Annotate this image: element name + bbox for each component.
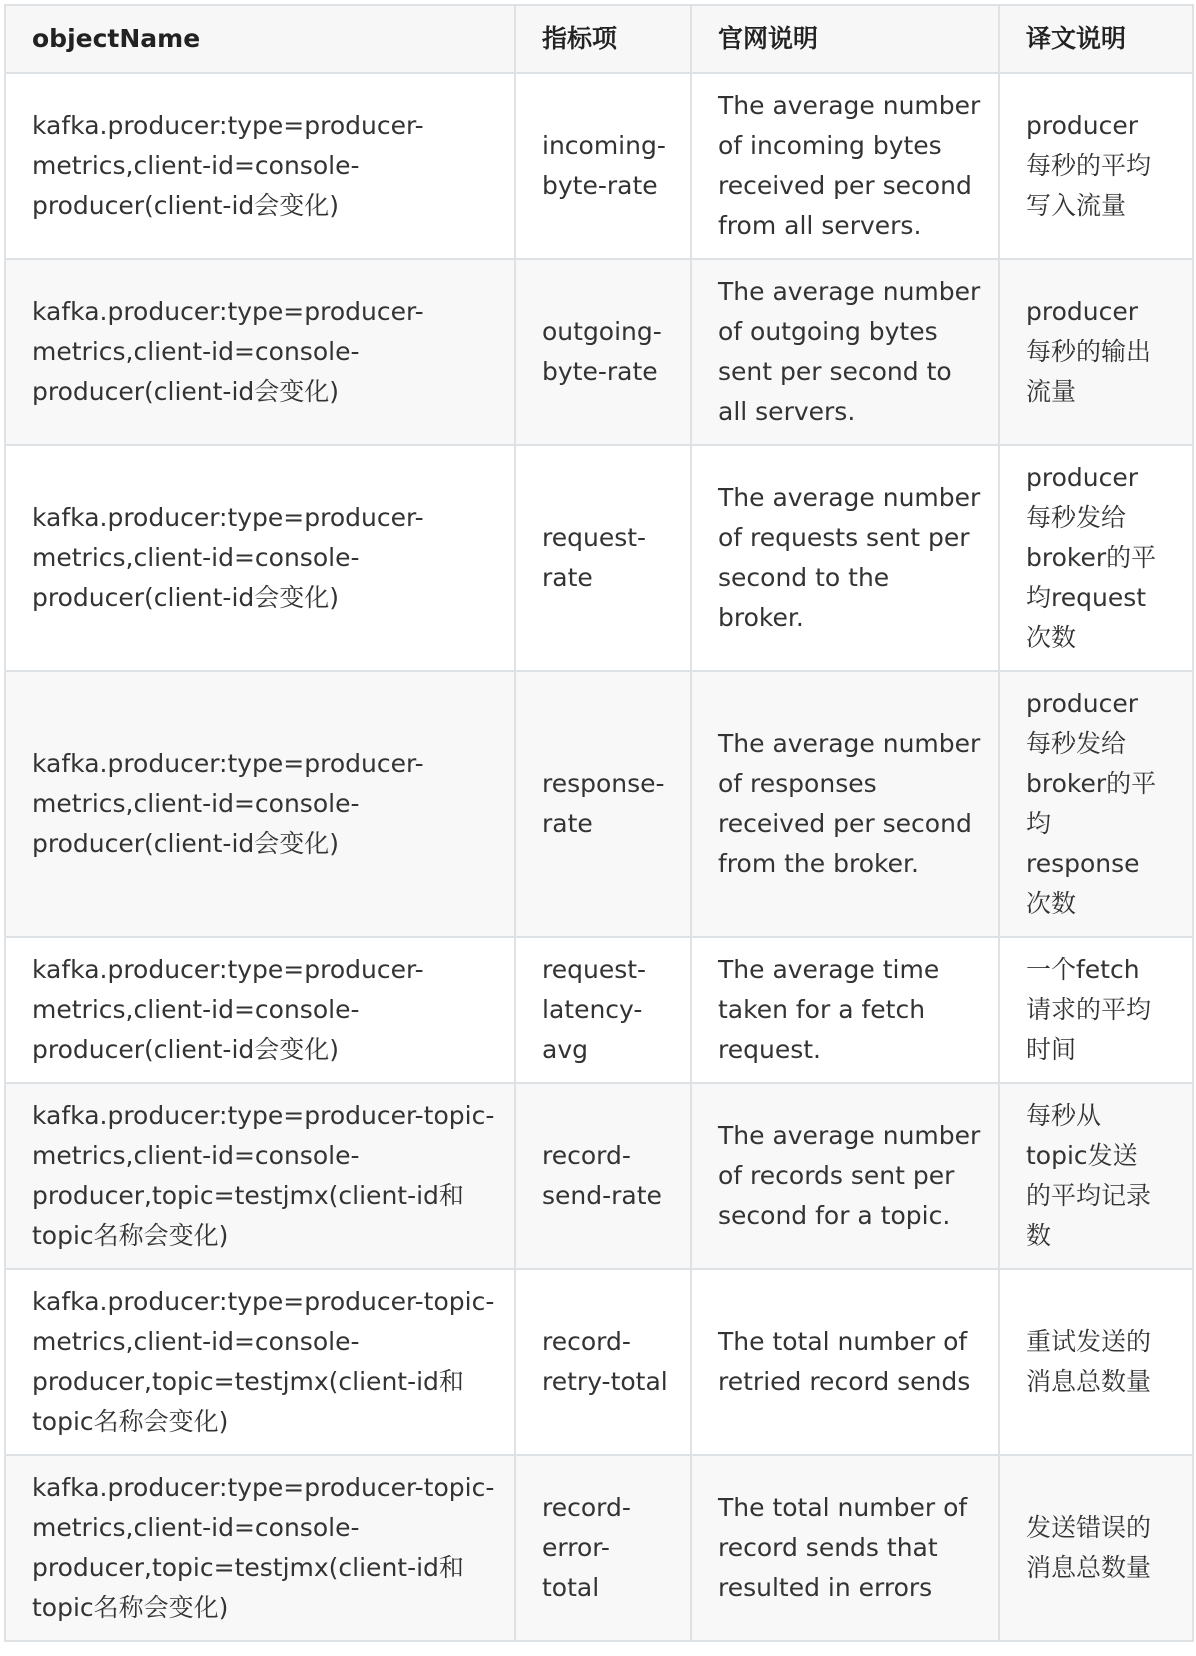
cell-translation-line: 写入流量 [1026, 191, 1127, 220]
cell-translation-line: 每秒的输出 [1026, 337, 1152, 366]
cell-object-name [5, 671, 515, 937]
cell-object-name-line: producer,topic=testjmx(client-id和 [32, 1367, 464, 1396]
cell-object-name-line: topic名称会变化) [32, 1221, 229, 1250]
cell-metric [515, 1269, 691, 1455]
cell-object-name-line: metrics,client-id=console- [32, 1141, 360, 1170]
cell-metric [515, 259, 691, 445]
cell-official-description [691, 259, 999, 445]
cell-official-description-line: The average number [718, 729, 981, 758]
cell-translation-line: 每秒的平均 [1026, 151, 1152, 180]
table-row [5, 445, 1193, 671]
cell-metric-line: request- [542, 523, 647, 552]
header-row [5, 5, 1193, 73]
cell-official-description-line: The total number of [718, 1327, 968, 1356]
cell-metric [515, 445, 691, 671]
cell-metric [515, 671, 691, 937]
cell-object-name-line: metrics,client-id=console- [32, 543, 360, 572]
cell-object-name-line: producer(client-id会变化) [32, 377, 340, 406]
cell-object-name-line: producer,topic=testjmx(client-id和 [32, 1553, 464, 1582]
cell-object-name-line: producer(client-id会变化) [32, 829, 340, 858]
cell-translation [999, 1083, 1193, 1269]
cell-translation-line: 均 [1026, 809, 1052, 838]
table-row [5, 671, 1193, 937]
table-row [5, 1269, 1193, 1455]
cell-translation-line: 均request [1026, 583, 1147, 612]
cell-translation [999, 937, 1193, 1083]
cell-object-name-line: kafka.producer:type=producer-topic- [32, 1101, 495, 1130]
cell-object-name [5, 445, 515, 671]
cell-object-name-line: kafka.producer:type=producer- [32, 749, 424, 778]
cell-object-name-line: kafka.producer:type=producer-topic- [32, 1287, 495, 1316]
cell-object-name [5, 937, 515, 1083]
cell-translation [999, 259, 1193, 445]
cell-metric-line: outgoing- [542, 317, 662, 346]
cell-translation-line: broker的平 [1026, 769, 1157, 798]
cell-official-description-line: The average number [718, 91, 981, 120]
cell-object-name-line: metrics,client-id=console- [32, 151, 360, 180]
cell-metric-line: rate [542, 563, 593, 592]
cell-metric-line: retry-total [542, 1367, 668, 1396]
cell-official-description-line: The total number of [718, 1493, 968, 1522]
cell-object-name-line: kafka.producer:type=producer- [32, 111, 424, 140]
cell-object-name-line: producer(client-id会变化) [32, 1035, 340, 1064]
cell-metric-line: record- [542, 1493, 631, 1522]
cell-official-description-line: The average time [718, 955, 940, 984]
cell-metric-line: rate [542, 809, 593, 838]
cell-metric-line: byte-rate [542, 357, 658, 386]
cell-metric-line: send-rate [542, 1181, 662, 1210]
cell-official-description-line: from all servers. [718, 211, 922, 240]
cell-official-description-line: all servers. [718, 397, 856, 426]
cell-metric-line: error- [542, 1533, 610, 1562]
cell-official-description [691, 671, 999, 937]
cell-translation-line: 每秒从 [1026, 1101, 1102, 1130]
cell-metric-line: request- [542, 955, 647, 984]
cell-translation-line: 的平均记录 [1026, 1181, 1152, 1210]
cell-metric-line: record- [542, 1327, 631, 1356]
cell-translation-line: 每秒发给 [1026, 503, 1127, 532]
header-object-name: objectName [5, 5, 515, 73]
cell-official-description-line: resulted in errors [718, 1573, 933, 1602]
cell-official-description-line: second for a topic. [718, 1201, 951, 1230]
cell-object-name-line: producer(client-id会变化) [32, 583, 340, 612]
cell-translation-line: 请求的平均 [1026, 995, 1152, 1024]
cell-metric-line: total [542, 1573, 600, 1602]
cell-metric-line: avg [542, 1035, 588, 1064]
cell-object-name-line: metrics,client-id=console- [32, 1327, 360, 1356]
cell-translation-line: producer [1026, 689, 1139, 718]
cell-object-name [5, 1455, 515, 1641]
cell-official-description-line: broker. [718, 603, 804, 632]
cell-metric [515, 1083, 691, 1269]
cell-translation-line: 消息总数量 [1026, 1553, 1152, 1582]
header-translation: 译文说明 [999, 5, 1193, 73]
cell-official-description-line: of responses [718, 769, 877, 798]
cell-object-name-line: topic名称会变化) [32, 1407, 229, 1436]
table-row [5, 73, 1193, 259]
cell-official-description-line: sent per second to [718, 357, 952, 386]
cell-official-description-line: received per second [718, 809, 972, 838]
cell-metric-line: response- [542, 769, 665, 798]
cell-object-name-line: metrics,client-id=console- [32, 337, 360, 366]
cell-object-name [5, 73, 515, 259]
cell-object-name-line: kafka.producer:type=producer- [32, 503, 424, 532]
cell-official-description-line: The average number [718, 483, 981, 512]
table-row [5, 1455, 1193, 1641]
cell-translation-line: 一个fetch [1026, 955, 1140, 984]
cell-metric-line: byte-rate [542, 171, 658, 200]
table-row [5, 259, 1193, 445]
cell-official-description-line: The average number [718, 277, 981, 306]
cell-object-name [5, 1269, 515, 1455]
cell-official-description-line: of records sent per [718, 1161, 955, 1190]
cell-official-description-line: of requests sent per [718, 523, 970, 552]
cell-translation-line: broker的平 [1026, 543, 1157, 572]
cell-object-name [5, 259, 515, 445]
cell-object-name-line: producer(client-id会变化) [32, 191, 340, 220]
metrics-table [4, 4, 1194, 1642]
cell-official-description-line: of incoming bytes [718, 131, 942, 160]
cell-translation-line: 流量 [1026, 377, 1077, 406]
cell-object-name-line: kafka.producer:type=producer-topic- [32, 1473, 495, 1502]
cell-translation-line: producer [1026, 463, 1139, 492]
cell-object-name-line: metrics,client-id=console- [32, 995, 360, 1024]
cell-official-description [691, 445, 999, 671]
cell-official-description [691, 1269, 999, 1455]
cell-translation-line: 次数 [1026, 623, 1077, 652]
cell-metric-line: latency- [542, 995, 643, 1024]
cell-official-description-line: from the broker. [718, 849, 919, 878]
cell-translation-line: response [1026, 849, 1140, 878]
header-official-description: 官网说明 [691, 5, 999, 73]
cell-official-description-line: record sends that [718, 1533, 938, 1562]
cell-official-description-line: The average number [718, 1121, 981, 1150]
cell-official-description-line: taken for a fetch [718, 995, 926, 1024]
cell-translation [999, 73, 1193, 259]
cell-translation-line: 重试发送的 [1026, 1327, 1152, 1356]
cell-translation-line: 数 [1026, 1221, 1052, 1250]
cell-translation-line: 消息总数量 [1026, 1367, 1152, 1396]
cell-metric-line: incoming- [542, 131, 666, 160]
cell-translation [999, 1455, 1193, 1641]
cell-translation-line: 时间 [1026, 1035, 1077, 1064]
cell-translation-line: producer [1026, 297, 1139, 326]
cell-metric [515, 937, 691, 1083]
cell-official-description-line: second to the [718, 563, 890, 592]
cell-object-name-line: topic名称会变化) [32, 1593, 229, 1622]
cell-official-description [691, 73, 999, 259]
table-body [5, 73, 1193, 1641]
cell-metric-line: record- [542, 1141, 631, 1170]
cell-object-name-line: kafka.producer:type=producer- [32, 955, 424, 984]
cell-official-description-line: received per second [718, 171, 972, 200]
cell-translation-line: 次数 [1026, 889, 1077, 918]
cell-translation-line: producer [1026, 111, 1139, 140]
cell-official-description-line: retried record sends [718, 1367, 971, 1396]
cell-translation [999, 445, 1193, 671]
cell-object-name-line: metrics,client-id=console- [32, 1513, 360, 1542]
cell-object-name-line: producer,topic=testjmx(client-id和 [32, 1181, 464, 1210]
table-row [5, 937, 1193, 1083]
cell-official-description [691, 1455, 999, 1641]
cell-official-description [691, 1083, 999, 1269]
cell-translation [999, 671, 1193, 937]
cell-official-description [691, 937, 999, 1083]
cell-translation-line: 发送错误的 [1026, 1513, 1152, 1542]
cell-translation [999, 1269, 1193, 1455]
cell-metric [515, 73, 691, 259]
cell-translation-line: topic发送 [1026, 1141, 1138, 1170]
cell-object-name [5, 1083, 515, 1269]
header-metric: 指标项 [515, 5, 691, 73]
table-header [5, 5, 1193, 73]
cell-official-description-line: of outgoing bytes [718, 317, 938, 346]
cell-official-description-line: request. [718, 1035, 821, 1064]
cell-object-name-line: metrics,client-id=console- [32, 789, 360, 818]
cell-metric [515, 1455, 691, 1641]
cell-translation-line: 每秒发给 [1026, 729, 1127, 758]
table-row [5, 1083, 1193, 1269]
cell-object-name-line: kafka.producer:type=producer- [32, 297, 424, 326]
